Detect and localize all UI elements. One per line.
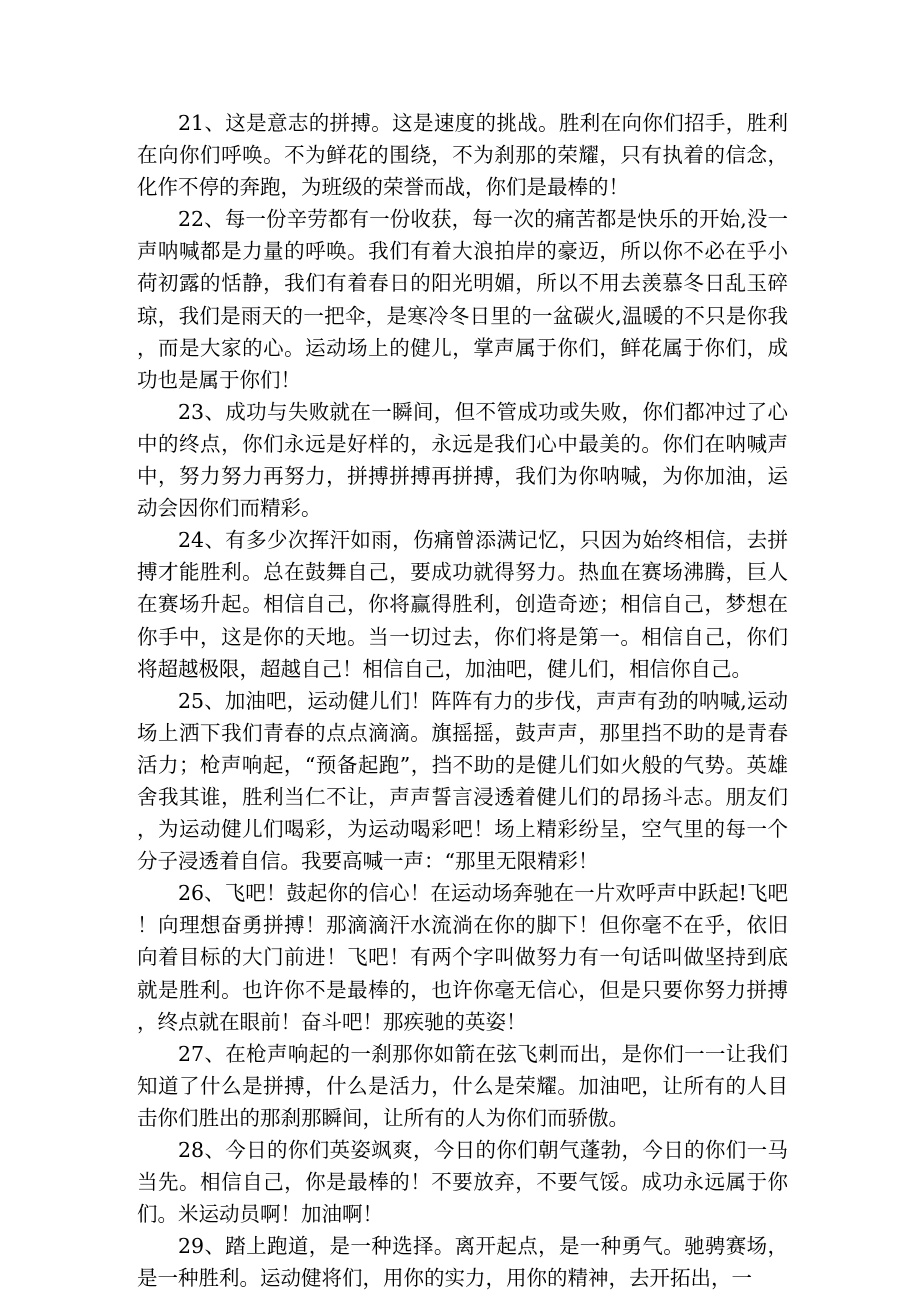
paragraph-22: 22、每一份辛劳都有一份收获，每一次的痛苦都是快乐的开始,没一声呐喊都是力量的呼唤。我们有着大浪拍岸的豪迈，所以你不必在乎小荷初露的恬静，我们有着春日的阳光明媚，所以不用去羡慕冬日乱玉碎琼，我们是雨天的一把伞，是寒冷冬日里的一盆碳火,温暖的不只是你我，而是大家的心。运动场上的健儿，掌声属于你们，鲜花属于你们，成功也是属于你们！ (137, 207, 788, 392)
paragraph-27: 27、在枪声响起的一刹那你如箭在弦飞刺而出，是你们一一让我们知道了什么是拼搏，什么是活力，什么是荣耀。加油吧，让所有的人目击你们胜出的那刹那瞬间，让所有的人为你们而骄傲。 (137, 1041, 788, 1130)
paragraph-23: 23、成功与失败就在一瞬间，但不管成功或失败，你们都冲过了心中的终点，你们永远是好样的，永远是我们心中最美的。你们在呐喊声中，努力努力再努力，拼搏拼搏再拼搏，我们为你呐喊，为你加油，运动会因你们而精彩。 (137, 399, 788, 521)
paragraph-28: 28、今日的你们英姿飒爽，今日的你们朝气蓬勃，今日的你们一马当先。相信自己，你是最棒的！不要放弃，不要气馁。成功永远属于你们。米运动员啊！加油啊！ (137, 1138, 788, 1227)
paragraph-24: 24、有多少次挥汗如雨，伤痛曾添满记忆，只因为始终相信，去拼搏才能胜利。总在鼓舞自己，要成功就得努力。热血在赛场沸腾，巨人在赛场升起。相信自己，你将赢得胜利，创造奇迹；相信自己，梦想在你手中，这是你的天地。当一切过去，你们将是第一。相信自己，你们将超越极限，超越自己！相信自己，加油吧，健儿们，相信你自己。 (137, 528, 788, 681)
paragraph-25: 25、加油吧，运动健儿们！阵阵有力的步伐，声声有劲的呐喊,运动场上洒下我们青春的点点滴滴。旗摇摇，鼓声声，那里挡不助的是青春活力；枪声响起，“预备起跑”，挡不助的是健儿们如火般的气势。英雄舍我其谁，胜利当仁不让，声声誓言浸透着健儿们的昂扬斗志。朋友们，为运动健儿们喝彩，为运动喝彩吧！场上精彩纷呈，空气里的每一个分子浸透着自信。我要高喊一声：“那里无限精彩！ (137, 688, 788, 874)
document-body (137, 107, 788, 1294)
paragraph-21: 21、这是意志的拼搏。这是速度的挑战。胜利在向你们招手，胜利在向你们呼唤。不为鲜花的围绕，不为刹那的荣耀，只有执着的信念，化作不停的奔跑，为班级的荣誉而战，你们是最棒的！ (137, 111, 788, 200)
paragraph-26: 26、飞吧！鼓起你的信心！在运动场奔驰在一片欢呼声中跃起!飞吧！向理想奋勇拼搏！那滴滴汗水流淌在你的脚下！但你毫不在乎，依旧向着目标的大门前进！飞吧！有两个字叫做努力有一句话叫做坚持到底就是胜利。也许你不是最棒的，也许你毫无信心，但是只要你努力拼搏，终点就在眼前！奋斗吧！那疾驰的英姿！ (137, 881, 788, 1034)
paragraph-29: 29、踏上跑道，是一种选择。离开起点，是一种勇气。驰骋赛场，是一种胜利。运动健将们，用你的实力，用你的精神，去开拓出，一 (137, 1234, 788, 1291)
